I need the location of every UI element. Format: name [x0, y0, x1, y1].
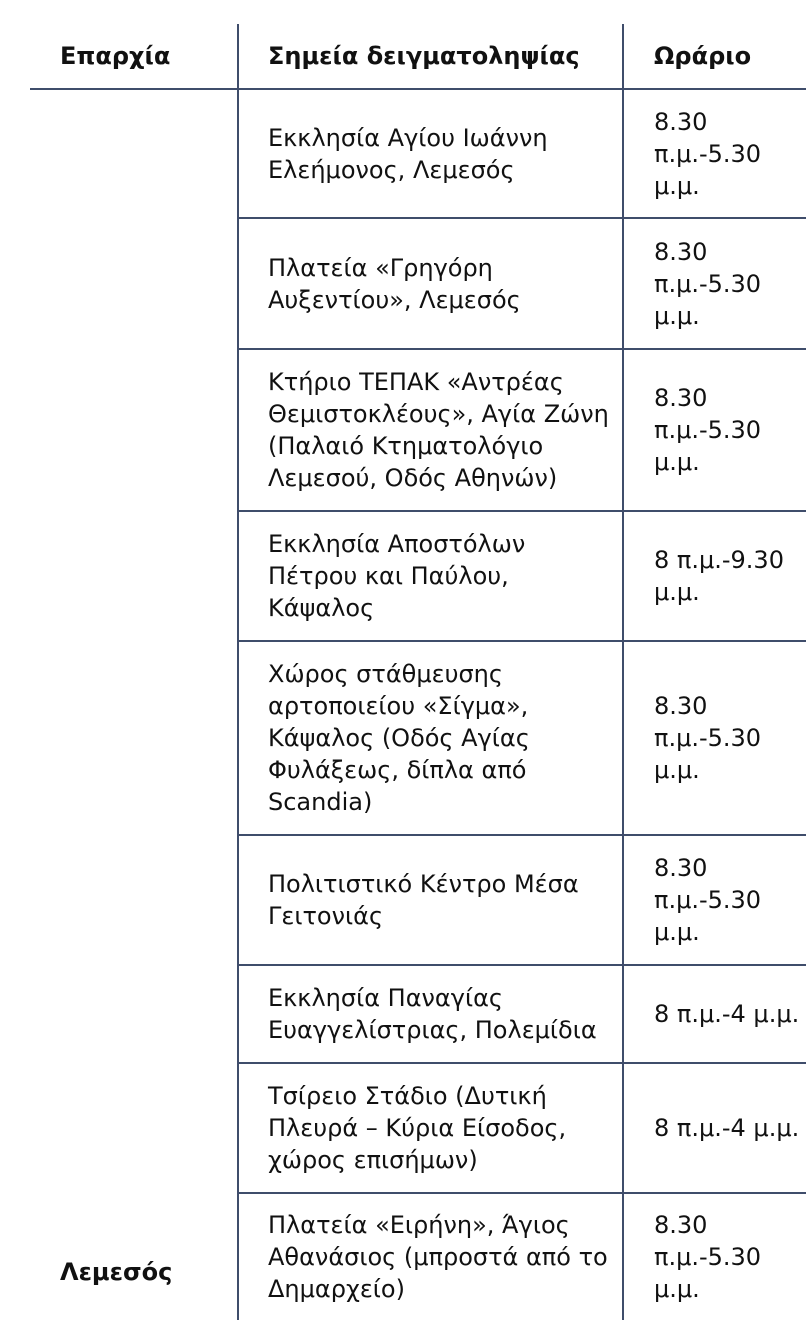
table-row-place: Εκκλησία Αποστόλων Πέτρου και Παύλου, Κάψαλος	[268, 530, 526, 622]
table-row-place: Πολιτιστικό Κέντρο Μέσα Γειτονιάς	[268, 870, 579, 930]
table-row-hours: 8.30 π.μ.-5.30 μ.μ.	[654, 854, 762, 946]
table-row-hours: 8 π.μ.-4 μ.μ.	[654, 1000, 800, 1028]
table-row-hours: 8 π.μ.-4 μ.μ.	[654, 1114, 800, 1142]
table-row-hours: 8.30 π.μ.-5.30 μ.μ.	[654, 237, 762, 330]
table-row-hours: 8.30 π.μ.-5.30 μ.μ.	[654, 107, 762, 200]
header-hours: Ωράριο	[654, 42, 752, 70]
table-row-place: Κτήριο ΤΕΠΑΚ «Αντρέας Θεμιστοκλέους», Αγία Ζώνη (Παλαιό Κτηματολόγιο Λεμεσού, Οδός Αθηνών)	[268, 368, 609, 492]
header-district: Επαρχία	[60, 42, 171, 70]
table-row-place: Χώρος στάθμευσης αρτοποιείου «Σίγμα», Κάψαλος (Οδός Αγίας Φυλάξεως, δίπλα από Scandia)	[268, 660, 530, 816]
table-row-place: Εκκλησία Αγίου Ιωάννη Ελεήμονος, Λεμεσός	[268, 123, 548, 184]
table-row-hours: 8.30 π.μ.-5.30 μ.μ.	[654, 1211, 762, 1303]
table-row-place: Πλατεία «Ειρήνη», Άγιος Αθανάσιος (μπροστά από το Δημαρχείο)	[268, 1211, 608, 1303]
header-place: Σημεία δειγματοληψίας	[268, 42, 580, 70]
table-row-hours: 8.30 π.μ.-5.30 μ.μ.	[654, 384, 762, 476]
table-row-place: Πλατεία «Γρηγόρη Αυξεντίου», Λεμεσός	[268, 253, 521, 314]
table-row-hours: 8 π.μ.-9.30 μ.μ.	[654, 546, 784, 606]
table-row-place: Εκκλησία Παναγίας Ευαγγελίστριας, Πολεμίδια	[268, 984, 597, 1044]
table-row-place: Τσίρειο Στάδιο (Δυτική Πλευρά – Κύρια Είσοδος, χώρος επισήμων)	[268, 1082, 567, 1174]
table-row-hours: 8.30 π.μ.-5.30 μ.μ.	[654, 692, 762, 784]
district-cell: Λεμεσός	[60, 1258, 173, 1286]
